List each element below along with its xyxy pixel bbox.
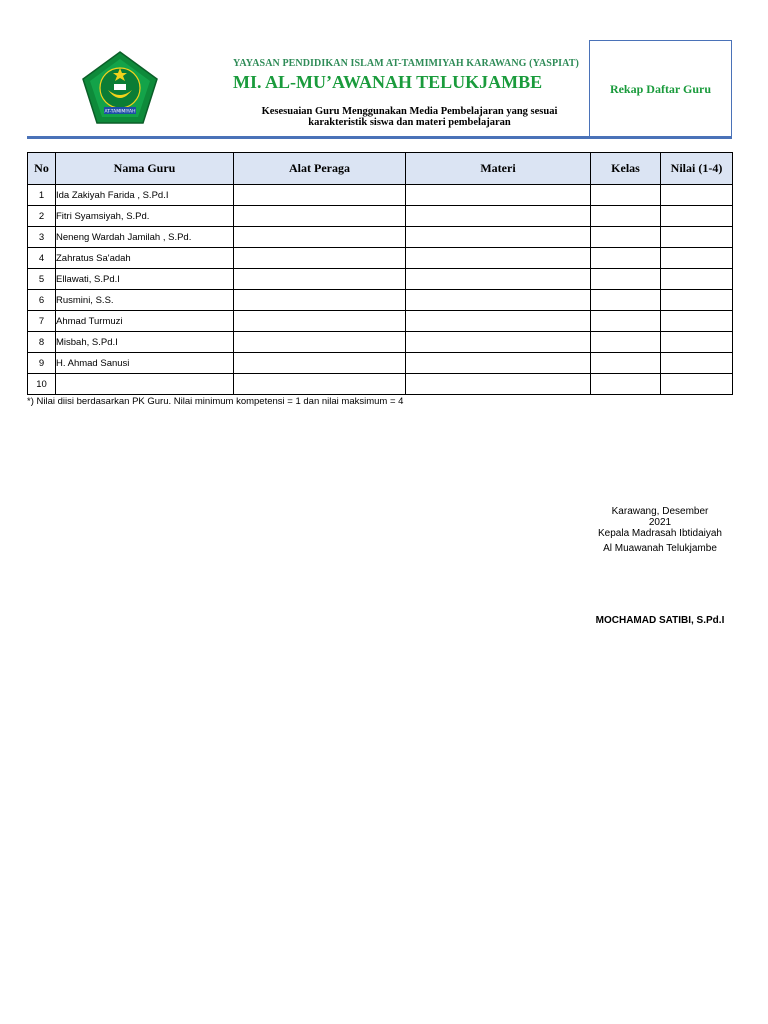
- teacher-name: Misbah, S.Pd.I: [56, 332, 234, 353]
- header-divider: [27, 136, 732, 139]
- table-row: [28, 290, 733, 311]
- signatory-name: MOCHAMAD SATIBI, S.Pd.I: [595, 615, 725, 626]
- foundation-name: YAYASAN PENDIDIKAN ISLAM AT-TAMIMIYAH KARAWANG (YASPIAT): [233, 58, 579, 69]
- class-cell[interactable]: [591, 185, 661, 206]
- material-cell[interactable]: [406, 248, 591, 269]
- signature-year: 2021: [648, 517, 672, 528]
- signature-title-line-1: Kepala Madrasah Ibtidaiyah: [598, 528, 722, 539]
- signature-title-line-2: Al Muawanah Telukjambe: [603, 543, 717, 554]
- props-cell[interactable]: [234, 374, 406, 395]
- column-header-no: No: [28, 153, 56, 185]
- teacher-name[interactable]: [56, 374, 234, 395]
- row-number: 6: [28, 290, 56, 311]
- score-cell[interactable]: [661, 248, 733, 269]
- props-cell[interactable]: [234, 353, 406, 374]
- class-cell[interactable]: [591, 332, 661, 353]
- table-row: [28, 269, 733, 290]
- teacher-name: Ellawati, S.Pd.I: [56, 269, 234, 290]
- class-cell[interactable]: [591, 248, 661, 269]
- class-cell[interactable]: [591, 269, 661, 290]
- row-number: 10: [28, 374, 56, 395]
- class-cell[interactable]: [591, 353, 661, 374]
- column-header-score: Nilai (1-4): [661, 153, 733, 185]
- score-cell[interactable]: [661, 227, 733, 248]
- material-cell[interactable]: [406, 206, 591, 227]
- class-cell[interactable]: [591, 227, 661, 248]
- school-name: MI. AL-MU’AWANAH TELUKJAMBE: [233, 72, 543, 92]
- rekap-label-box: [589, 40, 732, 138]
- material-cell[interactable]: [406, 332, 591, 353]
- score-cell[interactable]: [661, 185, 733, 206]
- props-cell[interactable]: [234, 332, 406, 353]
- props-cell[interactable]: [234, 248, 406, 269]
- material-cell[interactable]: [406, 227, 591, 248]
- signature-city-date: [580, 506, 740, 516]
- teacher-name: Neneng Wardah Jamilah , S.Pd.: [56, 227, 234, 248]
- teacher-name: Ida Zakiyah Farida , S.Pd.I: [56, 185, 234, 206]
- row-number: 3: [28, 227, 56, 248]
- material-cell[interactable]: [406, 290, 591, 311]
- row-number: 8: [28, 332, 56, 353]
- teacher-name: Ahmad Turmuzi: [56, 311, 234, 332]
- class-cell[interactable]: [591, 290, 661, 311]
- score-cell[interactable]: [661, 311, 733, 332]
- subtitle-line-2: karakteristik siswa dan materi pembelajaran: [308, 117, 511, 128]
- props-cell[interactable]: [234, 227, 406, 248]
- score-cell[interactable]: [661, 332, 733, 353]
- table-row: [28, 227, 733, 248]
- teacher-name: Rusmini, S.S.: [56, 290, 234, 311]
- row-number: 1: [28, 185, 56, 206]
- score-cell[interactable]: [661, 374, 733, 395]
- teacher-name: H. Ahmad Sanusi: [56, 353, 234, 374]
- column-header-name: Nama Guru: [56, 153, 234, 185]
- material-cell[interactable]: [406, 269, 591, 290]
- props-cell[interactable]: [234, 185, 406, 206]
- document-subtitle: [227, 106, 592, 128]
- logo-text: AT-TAMIMIYAH: [104, 109, 136, 115]
- props-cell[interactable]: [234, 206, 406, 227]
- subtitle-line-1: Kesesuaian Guru Menggunakan Media Pembelajaran yang sesuai: [261, 106, 558, 117]
- table-row: [28, 311, 733, 332]
- column-header-material: Materi: [406, 153, 591, 185]
- row-number: 9: [28, 353, 56, 374]
- table-row: [28, 248, 733, 269]
- teacher-name: Fitri Syamsiyah, S.Pd.: [56, 206, 234, 227]
- teacher-table: [27, 152, 733, 395]
- signature-city-date-text: Karawang, Desember: [611, 506, 709, 516]
- score-cell[interactable]: [661, 290, 733, 311]
- table-row: [28, 332, 733, 353]
- column-header-class: Kelas: [591, 153, 661, 185]
- teacher-name: Zahratus Sa'adah: [56, 248, 234, 269]
- material-cell[interactable]: [406, 185, 591, 206]
- class-cell[interactable]: [591, 206, 661, 227]
- score-cell[interactable]: [661, 353, 733, 374]
- props-cell[interactable]: [234, 311, 406, 332]
- rekap-label: Rekap Daftar Guru: [609, 81, 712, 96]
- table-row: [28, 185, 733, 206]
- footnote: *) Nilai diisi berdasarkan PK Guru. Nilai minimum kompetensi = 1 dan nilai maksimum = 4: [27, 396, 404, 407]
- material-cell[interactable]: [406, 311, 591, 332]
- class-cell[interactable]: [591, 311, 661, 332]
- document-header: [27, 40, 732, 138]
- row-number: 4: [28, 248, 56, 269]
- row-number: 7: [28, 311, 56, 332]
- score-cell[interactable]: [661, 206, 733, 227]
- table-row: [28, 374, 733, 395]
- row-number: 2: [28, 206, 56, 227]
- table-row: [28, 206, 733, 227]
- props-cell[interactable]: [234, 269, 406, 290]
- table-row: [28, 353, 733, 374]
- material-cell[interactable]: [406, 353, 591, 374]
- score-cell[interactable]: [661, 269, 733, 290]
- class-cell[interactable]: [591, 374, 661, 395]
- props-cell[interactable]: [234, 290, 406, 311]
- column-header-props: Alat Peraga: [234, 153, 406, 185]
- row-number: 5: [28, 269, 56, 290]
- material-cell[interactable]: [406, 374, 591, 395]
- table-header-row: [28, 153, 733, 185]
- school-logo: [80, 50, 160, 126]
